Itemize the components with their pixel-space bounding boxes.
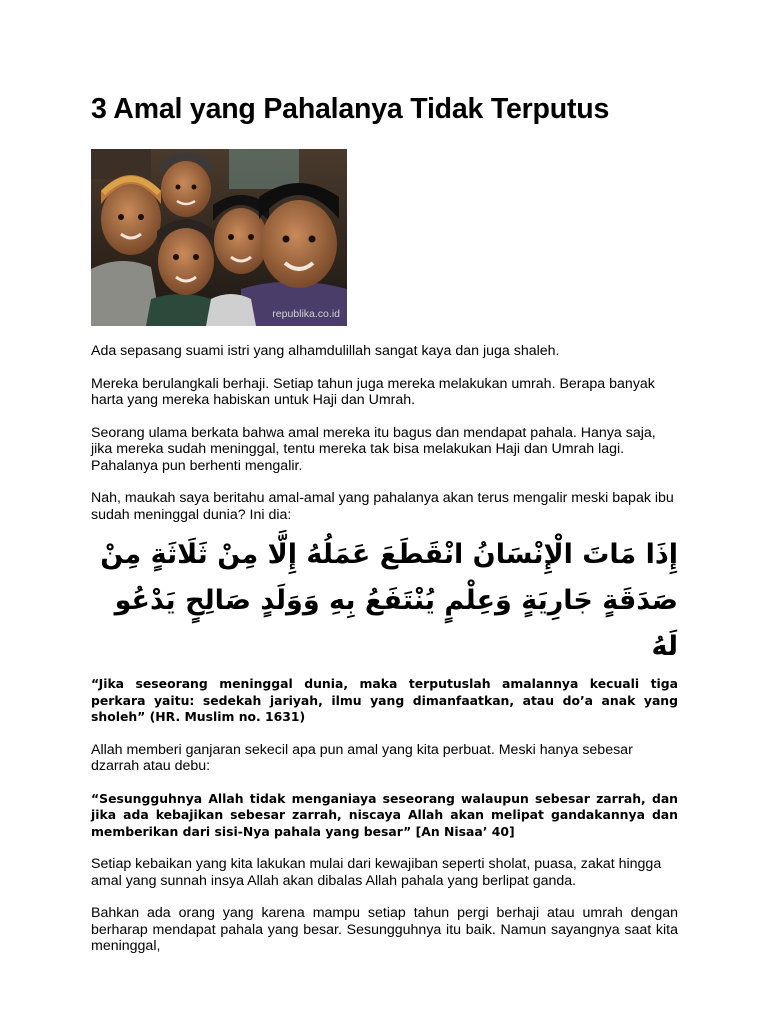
photo-credit: republika.co.id: [272, 308, 340, 320]
paragraph-5: Allah memberi ganjaran sekecil apa pun amal yang kita perbuat. Meski hanya sebesar dzarrah atau debu:: [91, 741, 633, 774]
article-title: 3 Amal yang Pahalanya Tidak Terputus: [91, 93, 610, 125]
hadith-translation: “Jika seseorang meninggal dunia, maka terputuslah amalannya kecuali tiga perkara yaitu: sedekah jariyah, ilmu yang dimanfaatkan, atau do’a anak yang sholeh” (HR. Muslim no. 1631): [91, 676, 678, 724]
hadith-arabic-text: إِذَا مَاتَ الْإِنْسَانُ انْقَطَعَ عَمَلُهُ إِلَّا مِنْ ثَلَاثَةٍ مِنْ صَدَقَةٍ جَارِيَةٍ وَعِلْمٍ يُنْتَفَعُ بِهِ وَوَلَدٍ صَالِحٍ يَدْعُو لَهُ: [100, 539, 678, 662]
verse-translation: “Sesungguhnya Allah tidak menganiaya seseorang walaupun sebesar zarrah, dan jika ada kebajikan sebesar zarrah, niscaya Allah akan melipat gandakannya dan memberikan dari sisi-Nya pahala yang besar” [An Nisaa’ 40]: [91, 790, 678, 839]
paragraph-7: Bahkan ada orang yang karena mampu setiap tahun pergi berhaji atau umrah dengan berharap mendapat pahala yang besar. Sesungguhnya itu baik. Namun sayangnya saat kita meninggal,: [91, 905, 678, 954]
paragraph-6: Setiap kebaikan yang kita lakukan mulai dari kewajiban seperti sholat, puasa, zakat hingga amal yang sunnah insya Allah akan dibalas Allah pahala yang berlipat ganda.: [91, 856, 662, 889]
children-photo-illustration: [91, 149, 347, 326]
article: [91, 93, 678, 955]
paragraph-3: Seorang ulama berkata bahwa amal mereka itu bagus dan mendapat pahala. Hanya saja, jika mereka sudah meninggal, tentu mereka tak bisa melakukan Haji dan Umrah lagi. Pahalanya pun berhenti mengalir.: [91, 424, 656, 474]
paragraph-2: Mereka berulangkali berhaji. Setiap tahun juga mereka melakukan umrah. Berapa banyak harta yang mereka habiskan untuk Haji dan Umrah.: [91, 375, 655, 408]
paragraph-1: Ada sepasang suami istri yang alhamdulillah sangat kaya dan juga shaleh.: [91, 343, 560, 359]
article-photo: [91, 149, 347, 326]
paragraph-4: Nah, maukah saya beritahu amal-amal yang pahalanya akan terus mengalir meski bapak ibu sudah meninggal dunia? Ini dia:: [91, 490, 674, 523]
